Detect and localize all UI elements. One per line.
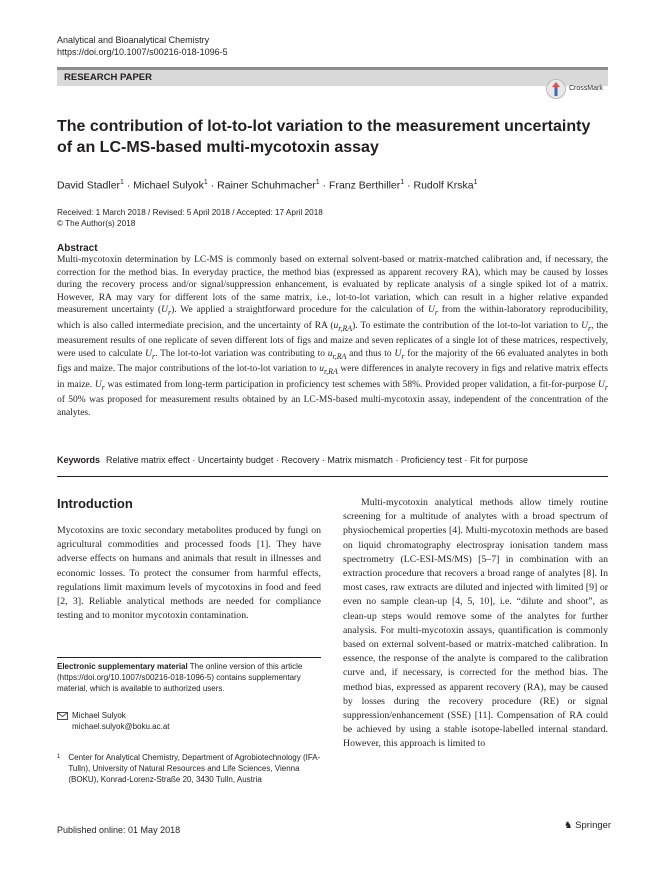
author-affil: 1 (203, 179, 208, 186)
envelope-icon (57, 712, 68, 720)
affiliation (57, 752, 321, 785)
paper-title: The contribution of lot-to-lot variation to the measurement uncertainty of an LC-MS-based multi-mycotoxin assay (57, 118, 591, 156)
author-affil: 1 (473, 179, 478, 186)
springer-horse-icon: ♞ (564, 820, 573, 831)
article-dates: Received: 1 March 2018 / Revised: 5 April 2018 / Accepted: 17 April 2018 (57, 208, 323, 217)
author-affil: 1 (120, 179, 124, 186)
divider (57, 657, 321, 658)
author-name[interactable]: Rainer Schuhmacher (217, 179, 316, 192)
published-date: Published online: 01 May 2018 (57, 825, 181, 835)
introduction-heading: Introduction (57, 496, 133, 511)
introduction-right-column (343, 496, 608, 752)
crossmark-icon (546, 79, 566, 99)
corresponding-email[interactable]: michael.sulyok@boku.ac.at (72, 722, 170, 731)
corresponding-author: Michael Sulyok (72, 711, 126, 720)
author-name[interactable]: Michael Sulyok (133, 179, 204, 192)
keywords-heading: Keywords (57, 455, 101, 465)
copyright: © The Author(s) 2018 (57, 219, 136, 228)
author-list: David Stadler$^1$ · Michael Sulyok$^1$ · Rainer Schuhmacher$^1$ · Franz Berthiller$^1$ · Rudolf Krska$^1$ (57, 179, 478, 192)
introduction-left-column: Mycotoxins are toxic secondary metabolites produced by fungi on agricultural commodities and processed foods [1]. They have adverse effects on humans and animals that result in illnesses and economic losses. To protect the consumer from harmful effects, regulations limit maximum levels of mycotoxins in food and feed [2, 3]. Reliable analytical methods are needed for compliance testing and to monitor mycotoxin contamination. (57, 525, 321, 622)
crossmark-label: CrossMark (569, 85, 603, 92)
affiliation-text: Center for Analytical Chemistry, Department of Agrobiotechnology (IFA-Tulln), University of Natural Resources and Life Sciences, Vienna (BOKU), Konrad-Lorenz-Straße 20, 3430 Tulln, Austria (68, 753, 321, 784)
supplementary-heading: Electronic supplementary material (57, 662, 188, 671)
affiliation-number: 1 (57, 754, 61, 760)
correspondence (57, 710, 321, 732)
author-name[interactable]: Rudolf Krska (413, 179, 474, 192)
crossmark-badge[interactable] (546, 79, 620, 101)
keywords-list: Relative matrix effect · Uncertainty budget · Recovery · Matrix mismatch · Proficiency test · Fit for purpose (106, 455, 528, 465)
author-affil: 1 (400, 179, 405, 186)
author-name[interactable]: Franz Berthiller (329, 179, 401, 192)
abstract-body: Multi-mycotoxin determination by LC-MS is commonly based on external solvent-based or matrix-matched calibration and, if necessary, the correction for the method bias. In everyday practice, the method bias (expressed as apparent recovery RA), which may be caused by losses during the recovery process and/or signal/suppression enhancement, is evaluated by replicate analysis of a single spiked lot of a matrix. However, RA may vary for different lots of the same matrix, i.e., lot-to-lot variation, which can result in a higher relative expanded measurement uncertainty $(U_r)$. We applied a straightforward procedure for the calculation of $U_r$ from the within-laboratory reproducibility, which is also called intermediate precision, and the uncertainty of RA $(u_{r,RA})$. To estimate the contribution of the lot-to-lot variation to $U_r$, the measurement results of one replicate of seven different lots of figs and maize and seven replicates of a single lot of these matrices, respectively, were used to calculate $U_r$. The lot-to-lot variation was contributing to $u_{r,RA}$ and thus to $U_r$ for the majority of the 66 evaluated analytes in both figs and maize. The major contributions of the lot-to-lot variation to $u_{r,RA}$ were differences in analyte recovery in figs and relative matrix effects in maize. $U_r$ was estimated from long-term participation in proficiency test schemes with 58%. Provided proper validation, a fit-for-purpose $U_r$ of 50% was proposed for measurement results obtained by an LC-MS-based multi-mycotoxin assay, independent of the concentration of the analytes. (57, 255, 609, 418)
journal-name: Analytical and Bioanalytical Chemistry (57, 35, 210, 45)
author-name[interactable]: David Stadler (57, 179, 121, 192)
abstract-heading: Abstract (57, 243, 98, 254)
intro-paragraph: Multi-mycotoxin analytical methods allow timely routine screening for a multitude of analytes with a broad spectrum of physiochemical properties [4]. Multi-mycotoxin methods are based on liquid chromatography electrospray ionisation tandem mass spectrometry (LC-ESI-MS/MS) [5–7] in combination with an extraction procedure that recovers a broad range of analytes [8]. In most cases, raw extracts are diluted and injected with limited [9] or even no sample clean-up [4, 5, 10], i.e. “dilute and shoot”, as clean-up steps would remove some of the analytes for further analysis. For multi-mycotoxin assays, quantification is commonly based on external solvent-based or matrix-matched calibration. In essence, the response of the analyte is compared to the calibration curve and, if necessary, is corrected for the method bias. The method bias, expressed as apparent recovery (RA), may be caused by losses during the recovery procedure (RE) or signal suppression/enhancement (SSE) [11]. Compensation of RA could be achieved by using a stable isotope-labelled internal standard. However, this approach is limited to (343, 497, 608, 750)
author-affil: 1 (315, 179, 320, 186)
doi-link[interactable]: https://doi.org/10.1007/s00216-018-1096-5 (57, 47, 228, 57)
keywords (57, 454, 617, 466)
supplementary-note (57, 661, 321, 694)
publisher-logo (564, 820, 611, 832)
divider (57, 476, 608, 477)
section-bar (57, 67, 608, 86)
section-label: RESEARCH PAPER (64, 72, 152, 83)
publisher-name: Springer (575, 820, 612, 831)
supplementary-text: The online version of this article (https://doi.org/10.1007/s00216-018-1096-5) contains supplementary material, which is available to authorized users. (57, 662, 303, 693)
